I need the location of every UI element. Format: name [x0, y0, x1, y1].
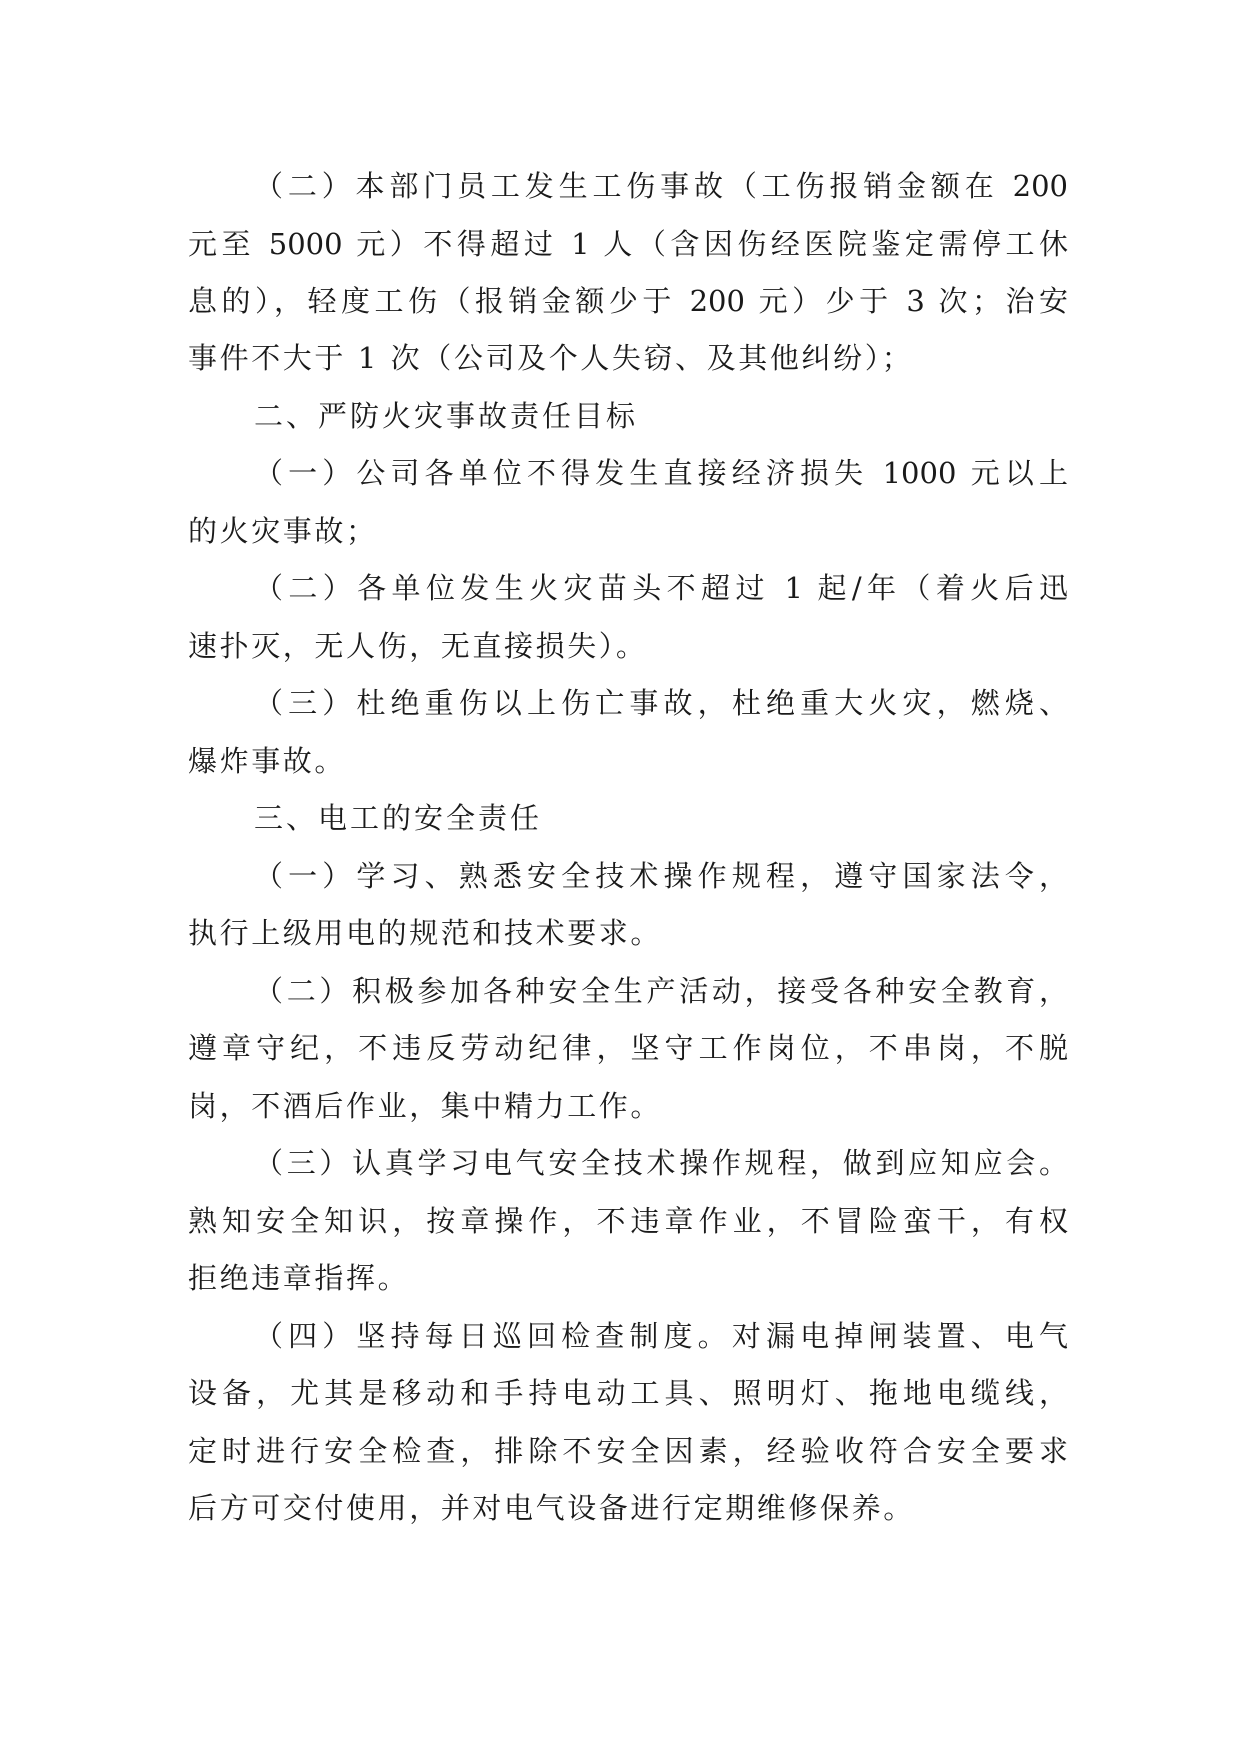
- paragraph-line: 的火灾事故；: [188, 514, 378, 548]
- paragraph-line: 事件不大于 1 次（公司及个人失窃、及其他纠纷）；: [188, 341, 914, 375]
- paragraph-line: 元至 5000 元）不得超过 1 人（含因伤经医院鉴定需停工休: [188, 227, 1068, 261]
- paragraph-line: 岗，不酒后作业，集中精力工作。: [188, 1089, 663, 1123]
- section-heading: 二、严防火灾事故责任目标: [254, 399, 639, 433]
- paragraph-line: （一）公司各单位不得发生直接经济损失 1000 元以上: [254, 456, 1068, 490]
- paragraph-line: （四）坚持每日巡回检查制度。对漏电掉闸装置、电气: [254, 1319, 1068, 1353]
- paragraph-line: （二）积极参加各种安全生产活动，接受各种安全教育，: [254, 974, 1068, 1008]
- paragraph-line: 息的），轻度工伤（报销金额少于 200 元）少于 3 次；治安: [188, 284, 1068, 318]
- paragraph-line: （二）各单位发生火灾苗头不超过 1 起/年（着火后迅: [254, 571, 1068, 605]
- paragraph-line: 后方可交付使用，并对电气设备进行定期维修保养。: [188, 1491, 915, 1525]
- paragraph-line: （三）认真学习电气安全技术操作规程，做到应知应会。: [254, 1146, 1068, 1180]
- paragraph-line: （三）杜绝重伤以上伤亡事故，杜绝重大火灾，燃烧、: [254, 686, 1068, 720]
- paragraph-line: 速扑灭，无人伤，无直接损失）。: [188, 629, 648, 663]
- paragraph-line: （一）学习、熟悉安全技术操作规程，遵守国家法令，: [254, 859, 1068, 893]
- paragraph-line: 遵章守纪，不违反劳动纪律，坚守工作岗位，不串岗，不脱: [188, 1031, 1068, 1065]
- paragraph-line: 爆炸事故。: [188, 744, 347, 778]
- section-heading: 三、电工的安全责任: [254, 801, 543, 835]
- paragraph-line: 执行上级用电的规范和技术要求。: [188, 916, 663, 950]
- paragraph-line: 设备，尤其是移动和手持电动工具、照明灯、拖地电缆线，: [188, 1376, 1068, 1410]
- paragraph-line: 拒绝违章指挥。: [188, 1261, 410, 1295]
- paragraph-line: （二）本部门员工发生工伤事故（工伤报销金额在 200: [254, 169, 1068, 203]
- paragraph-line: 熟知安全知识，按章操作，不违章作业，不冒险蛮干，有权: [188, 1204, 1068, 1238]
- paragraph-line: 定时进行安全检查，排除不安全因素，经验收符合安全要求: [188, 1434, 1068, 1468]
